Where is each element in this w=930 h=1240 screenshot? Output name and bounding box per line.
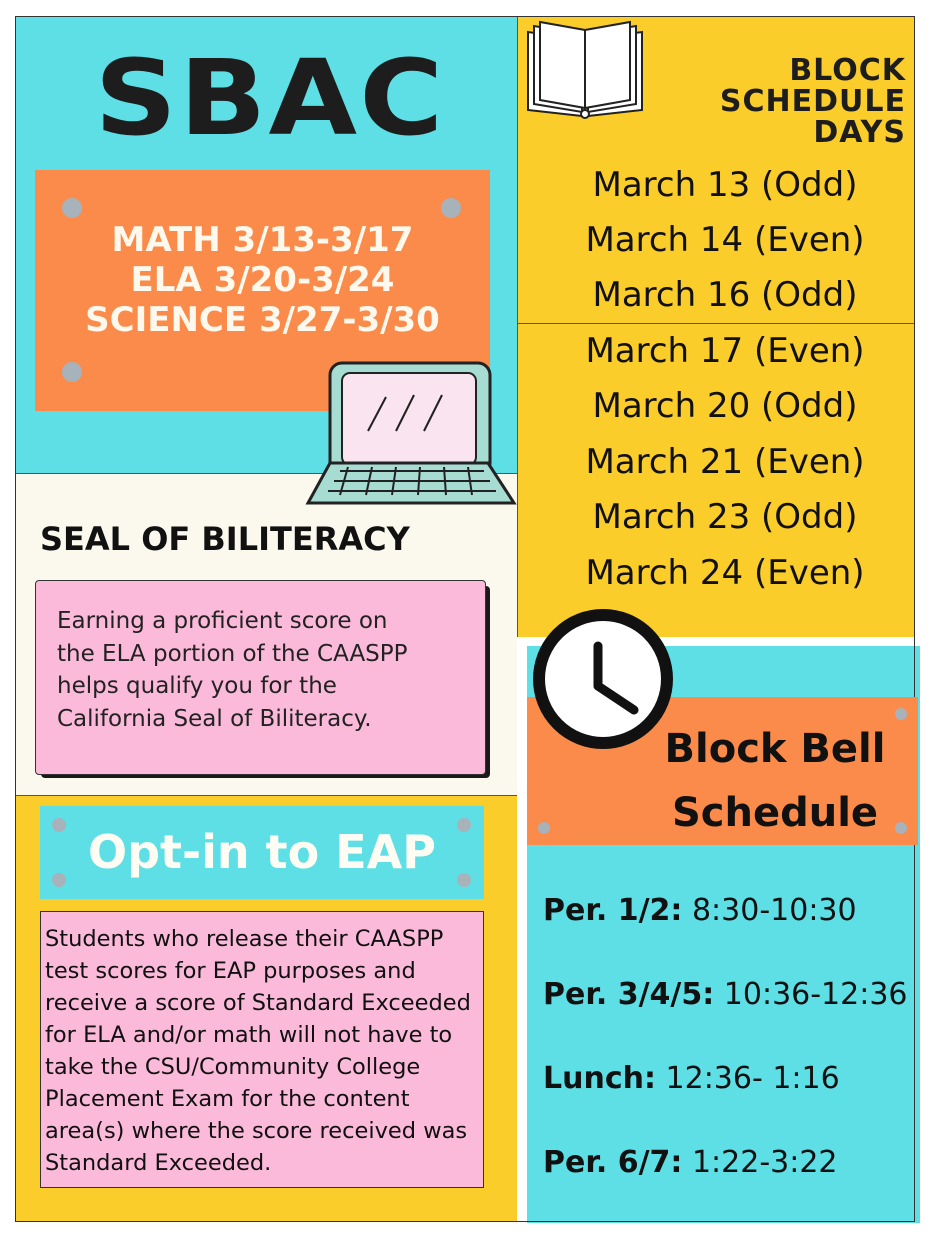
pin-dot	[441, 198, 461, 218]
pin-dot	[62, 198, 82, 218]
open-book-icon	[524, 20, 646, 120]
block-date: March 17 (Even)	[585, 331, 865, 371]
period-row: Per. 6/7: 1:22-3:22	[543, 1145, 838, 1180]
block-date: March 16 (Odd)	[592, 275, 858, 315]
period-row: Per. 1/2: 8:30-10:30	[543, 893, 857, 928]
period-row: Lunch: 12:36- 1:16	[543, 1061, 840, 1096]
pin-dot	[538, 822, 550, 834]
laptop-icon	[300, 355, 520, 515]
block-date: March 23 (Odd)	[592, 497, 858, 537]
block-date: March 20 (Odd)	[592, 386, 858, 426]
eap-title: Opt-in to EAP	[88, 825, 436, 879]
bell-schedule-title: Block Bell Schedule	[664, 726, 886, 836]
test-ela: ELA 3/20-3/24	[130, 260, 395, 300]
eap-description: Students who release their CAASPP test scores for EAP purposes and receive a score of Standard Exceeded for ELA and/or math will not have to take the CSU/Community College Placement Exam for the content area(s) where the score received was Standard Exceeded.	[45, 926, 471, 1176]
block-date: March 14 (Even)	[585, 220, 865, 260]
block-schedule-heading: BLOCK SCHEDULE DAYS	[719, 53, 906, 150]
period-row: Per. 3/4/5: 10:36-12:36	[543, 977, 908, 1012]
sbac-title: SBAC	[94, 37, 446, 159]
test-math: MATH 3/13-3/17	[111, 220, 414, 260]
seal-title: SEAL OF BILITERACY	[40, 520, 410, 558]
test-science: SCIENCE 3/27-3/30	[85, 300, 440, 340]
block-date: March 13 (Odd)	[592, 165, 858, 205]
block-date: March 24 (Even)	[585, 553, 865, 593]
block-date: March 21 (Even)	[585, 442, 865, 482]
pin-dot	[62, 362, 82, 382]
seal-description: Earning a proficient score on the ELA portion of the CAASPP helps qualify you for the California Seal of Biliteracy.	[57, 608, 408, 732]
